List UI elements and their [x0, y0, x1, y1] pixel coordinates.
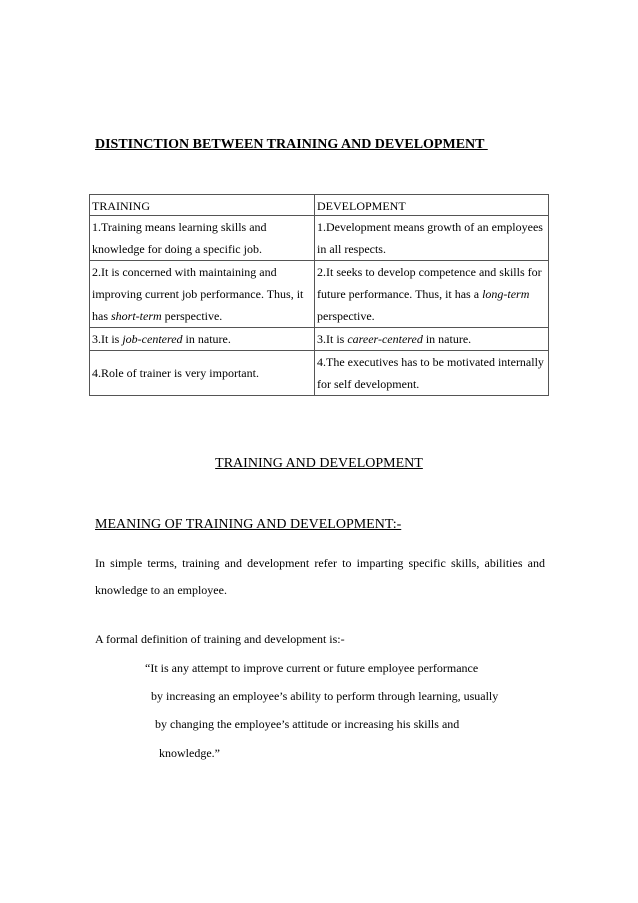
header-development: DEVELOPMENT [315, 195, 549, 216]
quote-line: knowledge.” [159, 746, 220, 760]
quote-line: by increasing an employee’s ability to perform through learning, usually [151, 689, 499, 703]
table-row [90, 328, 549, 351]
training-cell-4: 4.Role of trainer is very important. [90, 351, 315, 396]
table-row [90, 195, 549, 216]
formal-definition-intro: A formal definition of training and development is:- [95, 632, 345, 646]
meaning-heading: MEANING OF TRAINING AND DEVELOPMENT:- [95, 517, 402, 532]
header-training: TRAINING [90, 195, 315, 216]
quote-line: “It is any attempt to improve current or future employee performance [145, 661, 479, 675]
development-cell-1: 1.Development means growth of an employees in all respects. [315, 216, 549, 261]
table-row [90, 351, 549, 396]
table-row [90, 261, 549, 328]
table-row [90, 216, 549, 261]
development-cell-3: 3.It is career-centered in nature. [315, 328, 549, 351]
distinction-heading: DISTINCTION BETWEEN TRAINING AND DEVELOPMENT [95, 137, 488, 152]
section-title: TRAINING AND DEVELOPMENT [215, 456, 423, 471]
training-cell-3: 3.It is job-centered in nature. [90, 328, 315, 351]
development-cell-4: 4.The executives has to be motivated internally for self development. [315, 351, 549, 396]
comparison-table [89, 194, 549, 396]
development-cell-2: 2.It seeks to develop competence and skills for future performance. Thus, it has a long-term perspective. [315, 261, 549, 328]
training-cell-2: 2.It is concerned with maintaining and improving current job performance. Thus, it has short-term perspective. [90, 261, 315, 328]
definition-paragraph: In simple terms, training and development refer to imparting specific skills, abilities and knowledge to an employee. [95, 556, 545, 597]
training-cell-1: 1.Training means learning skills and knowledge for doing a specific job. [90, 216, 315, 261]
quote-line: by changing the employee’s attitude or increasing his skills and [155, 717, 460, 731]
